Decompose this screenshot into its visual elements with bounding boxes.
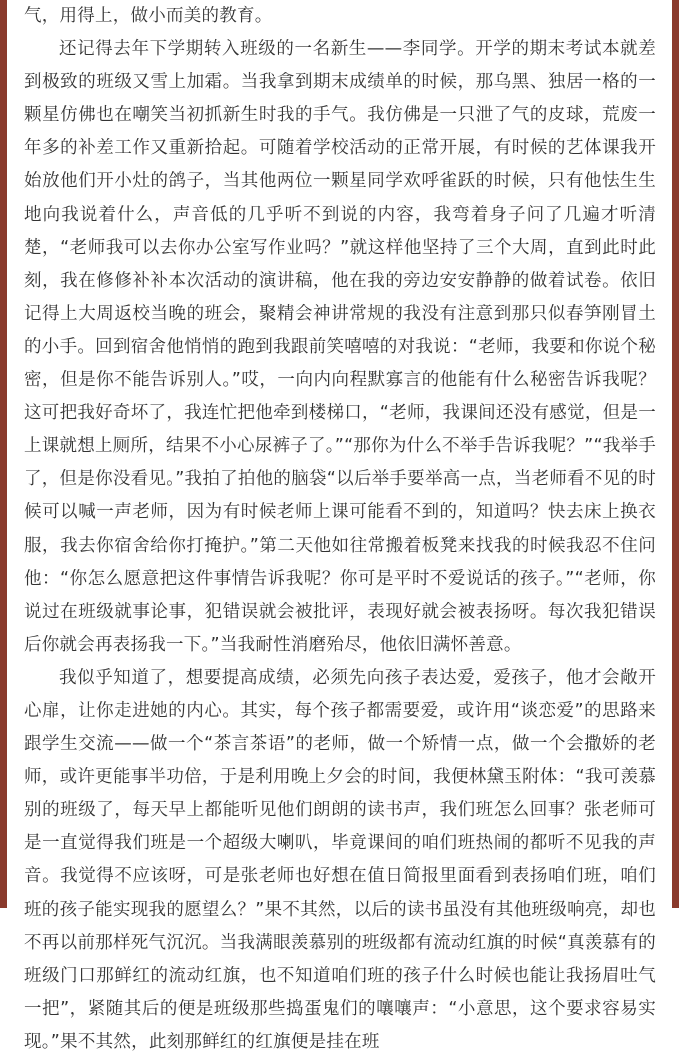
right-border (672, 0, 679, 908)
paragraph-express-love: 我似乎知道了，想要提高成绩，必须先向孩子表达爱，爱孩子，他才会敞开心扉，让你走进她的内心。其实，每个孩子都需要爱，或许用“谈恋爱”的思路来跟学生交流——做一个“茶言茶语”的老师，做一个矫情一点，做一个会撒娇的老师，或许更能事半功倍，于是利用晚上夕会的时间，我便林黛玉附体：“我可羡慕别的班级了，每天早上都能听见他们朗朗的读书声，我们班怎么回事？张老师可是一直觉得我们班是一个超级大喇叭，毕竟课间的咱们班热闹的都听不见我的声音。我觉得不应该呀，可是张老师也好想在值日简报里面看到表扬咱们班，咱们班的孩子能实现我的愿望么？”果不其然，以后的读书虽没有其他班级响亮，却也不再以前那样死气沉沉。当我满眼羡慕别的班级都有流动红旗的时候“真羡慕有的班级门口那鲜红的流动红旗，也不知道咱们班的孩子什么时候也能让我扬眉吐气一把”，紧随其后的便是班级那些捣蛋鬼们的嚷嚷声：“小意思，这个要求容易实现。”果不其然，此刻那鲜红的红旗便是挂在班 (24, 667, 656, 1052)
paragraph-continuation: 气，用得上，做小而美的教育。 (24, 6, 273, 26)
article-body (24, 0, 656, 1059)
paragraph-new-student-story: 还记得去年下学期转入班级的一名新生——李同学。开学的期末考试本就差到极致的班级又雪上加霜。当我拿到期末成绩单的时候，那乌黑、独居一格的一颗星仿佛也在嘲笑当初抓新生时我的手气。我仿佛是一只泄了气的皮球，荒废一年多的补差工作又重新拾起。可随着学校活动的正常开展，有时候的艺体课我开始放他们开小灶的鸽子，当其他两位一颗星同学欢呼雀跃的时候，只有他怯生生地向我说着什么，声音低的几乎听不到说的内容，我弯着身子问了几遍才听清楚，“老师我可以去你办公室写作业吗？”就这样他坚持了三个大周，直到此时此刻，我在修修补补本次活动的演讲稿，他在我的旁边安安静静的做着试卷。依旧记得上大周返校当晚的班会，聚精会神讲常规的我没有注意到那只似春笋刚冒土的小手。回到宿舍他悄悄的跑到我跟前笑嘻嘻的对我说：“老师，我要和你说个秘密，但是你不能告诉别人。”哎，一向内向程默寡言的他能有什么秘密告诉我呢？这可把我好奇坏了，我连忙把他牵到楼梯口，“老师，我课间还没有感觉，但是一上课就想上厕所，结果不小心尿裤子了。”“那你为什么不举手告诉我呢？”“我举手了，但是你没看见。”我拍了拍他的脑袋“以后举手要举高一点，当老师看不见的时候可以喊一声老师，因为有时候老师上课可能看不到的，知道吗？快去床上换衣服，我去你宿舍给你打掩护。”第二天他如往常搬着板凳来找我的时候我忍不住问他：“你怎么愿意把这件事情告诉我呢？你可是平时不爱说话的孩子。”“老师，你说过在班级就事论事，犯错误就会被批评，表现好就会被表扬呀。每次我犯错误后你就会再表扬我一下。”当我耐性消磨殆尽，他依旧满怀善意。 (24, 39, 657, 655)
left-border (0, 0, 7, 908)
